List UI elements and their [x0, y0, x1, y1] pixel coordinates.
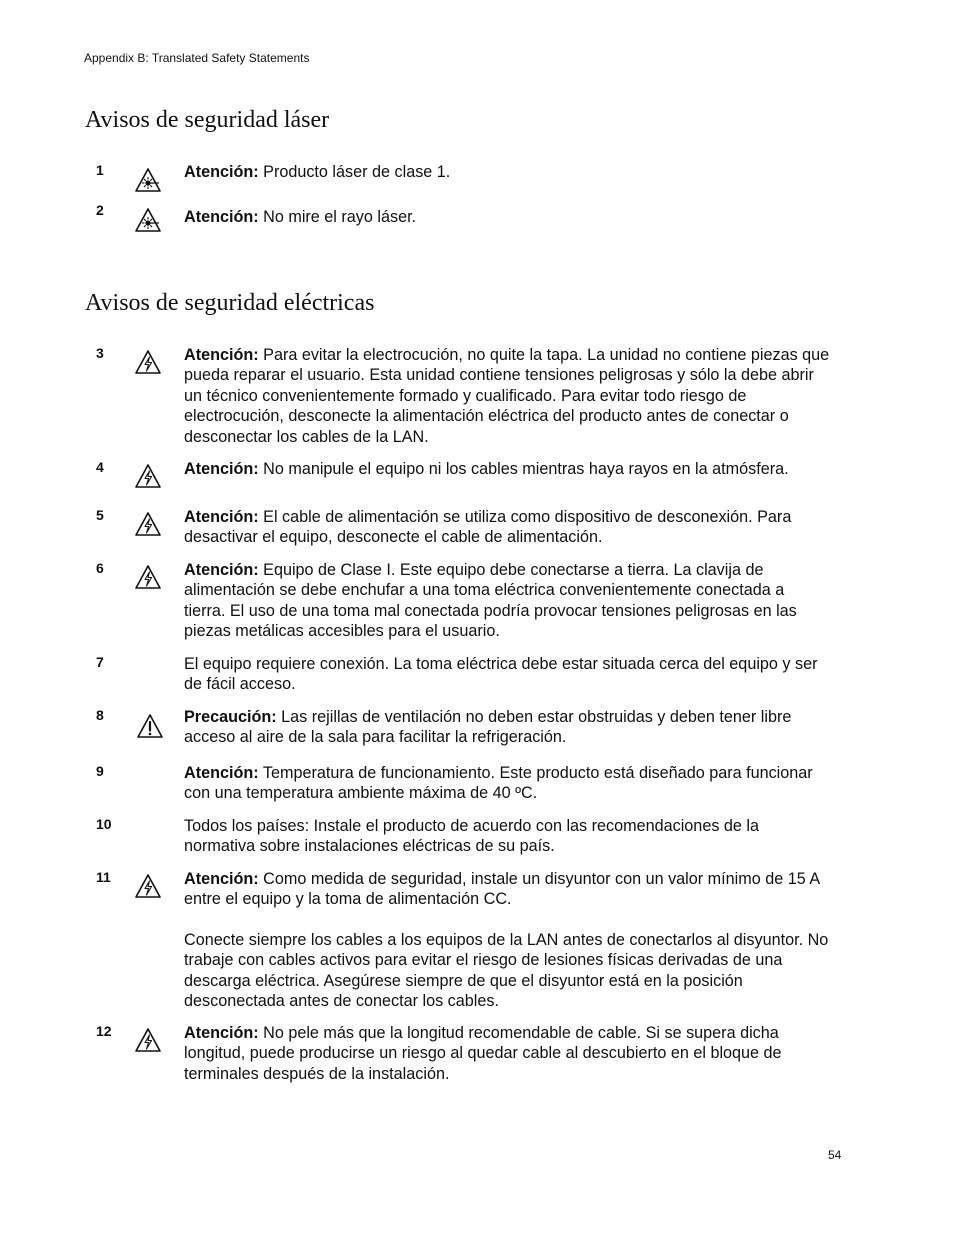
statement-number: 10: [96, 816, 112, 832]
statement-text: El equipo requiere conexión. La toma eléctrica debe estar situada cerca del equipo y ser de fácil acceso.: [184, 655, 818, 694]
statement-text: Atención: No manipule el equipo ni los cables mientras haya rayos en la atmósfera.: [184, 460, 789, 478]
statement-number: 12: [96, 1023, 112, 1039]
statement-number: 3: [96, 345, 104, 361]
electrical-hazard-icon: [134, 511, 162, 537]
statement-text-continued: Conecte siempre los cables a los equipos de la LAN antes de conectarlos al disyuntor. No trabaje con cables activos para evitar el riesgo de lesiones físicas derivadas de una descarga eléctrica. Asegúrese siempre de que el disyuntor está en la posición desconectada antes de conectar los cables.: [184, 930, 829, 1011]
electrical-hazard-icon: [134, 463, 162, 489]
statement-text: Atención: Equipo de Clase I. Este equipo debe conectarse a tierra. La clavija de alimentación se debe enchufar a una toma eléctrica convenientemente conectada a tierra. El uso de una toma mal conectada podría provocar tensiones peligrosas en las piezas metálicas accesibles para el usuario.: [184, 561, 797, 641]
laser-warning-icon: [134, 207, 162, 233]
statement-text: Atención: No mire el rayo láser.: [184, 208, 417, 226]
statement-text: Atención: Producto láser de clase 1.: [184, 163, 451, 181]
section-title-electrical: Avisos de seguridad eléctricas: [85, 290, 375, 316]
statement-number: 11: [96, 869, 111, 885]
page-number: 54: [828, 1148, 842, 1162]
laser-warning-icon: [134, 167, 162, 193]
statement-text: Todos los países: Instale el producto de acuerdo con las recomendaciones de la normativa sobre instalaciones eléctricas de su país.: [184, 817, 760, 856]
statement-text: Atención: Temperatura de funcionamiento. Este producto está diseñado para funcionar con una temperatura ambiente máxima de 40 ºC.: [184, 764, 813, 803]
electrical-hazard-icon: [134, 873, 162, 899]
statement-text: Atención: Como medida de seguridad, instale un disyuntor con un valor mínimo de 15 A entre el equipo y la toma de alimentación CC. Conecte siempre los cables a los equipos de la LAN antes de conectarlos al disyuntor. No trabaje con cables activos para evitar el riesgo de lesiones físicas derivadas de una descarga eléctrica. Asegúrese siempre de que el disyuntor está en la posición desconectada antes de conectar los cables.: [184, 870, 829, 1011]
statement-number: 9: [96, 763, 104, 779]
statement-number: 4: [96, 459, 104, 475]
electrical-hazard-icon: [134, 1027, 162, 1053]
statement-number: 1: [96, 162, 104, 178]
statement-text: Atención: El cable de alimentación se utiliza como dispositivo de desconexión. Para desactivar el equipo, desconecte el cable de alimentación.: [184, 508, 792, 547]
statement-text: Atención: Para evitar la electrocución, no quite la tapa. La unidad no contiene piezas que pueda reparar el usuario. Esta unidad contiene tensiones peligrosas y sólo la debe abrir un técnico convenientemente formado y cualificado. Para evitar todo riesgo de electrocución, desconecte la alimentación eléctrica del producto antes de conectar o desconectar los cables de la LAN.: [184, 346, 830, 446]
caution-icon: [136, 713, 164, 739]
electrical-hazard-icon: [134, 349, 162, 375]
statement-text: Atención: No pele más que la longitud recomendable de cable. Si se supera dicha longitud, puede producirse un riesgo al quedar cable al descubierto en el bloque de terminales después de la instalación.: [184, 1024, 782, 1083]
statement-text: Precaución: Las rejillas de ventilación no deben estar obstruidas y deben tener libre acceso al aire de la sala para facilitar la refrigeración.: [184, 708, 792, 747]
statement-number: 5: [96, 507, 104, 523]
statement-number: 2: [96, 202, 104, 218]
section-title-laser: Avisos de seguridad láser: [85, 107, 330, 133]
electrical-hazard-icon: [134, 564, 162, 590]
statement-number: 6: [96, 560, 104, 576]
statement-number: 7: [96, 654, 104, 670]
statement-number: 8: [96, 707, 104, 723]
running-header: Appendix B: Translated Safety Statements: [84, 51, 310, 65]
